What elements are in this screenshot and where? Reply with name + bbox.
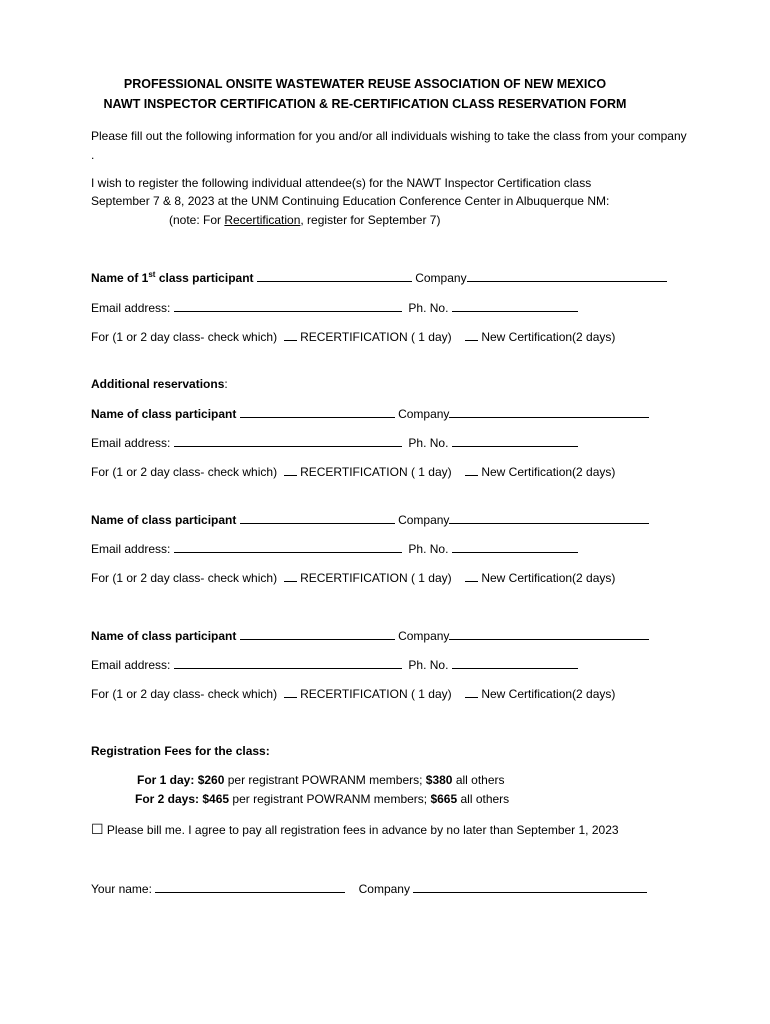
participant-4-name-field[interactable] [240,628,395,640]
intro-register-line-1: I wish to register the following individual attendee(s) for the NAWT Inspector Certification class [91,176,592,190]
participant-2-name-field[interactable] [240,406,395,418]
fees-two-day-row [135,792,509,806]
participant-2-phone-label: Ph. No. [408,436,449,450]
participant-2-email-field[interactable] [174,435,402,447]
participant-4-company-field[interactable] [449,628,649,640]
participant-1-company-label: Company [415,271,467,285]
form-header-org: PROFESSIONAL ONSITE WASTEWATER REUSE ASSOCIATION OF NEW MEXICO [123,77,607,91]
fees-heading: Registration Fees for the class: [91,744,270,758]
participant-4-newcert-option: New Certification(2 days) [481,687,616,701]
participant-1-email-label: Email address: [91,301,171,315]
intro-recert-note [91,213,440,227]
participant-2-name-label: Name of class participant [91,407,237,421]
intro-instructions: Please fill out the following information for you and/or all individuals wishing to take the class from your company . [91,129,687,162]
fees-one-day-member-price: $260 [197,773,225,787]
fees-one-day-other-price: $380 [425,773,453,787]
participant-1-company-field[interactable] [467,270,667,282]
participant-2-recert-option: RECERTIFICATION ( 1 day) [300,465,452,479]
participant-1-phone-label: Ph. No. [408,301,449,315]
fees-two-day-member-price: $465 [202,792,230,806]
participant-4-name-row [91,628,649,643]
your-name-label: Your name: [91,882,152,896]
signature-company-label: Company [358,882,410,896]
participant-3-email-label: Email address: [91,542,171,556]
participant-4-recert-option: RECERTIFICATION ( 1 day) [300,687,452,701]
additional-reservations-heading: Additional reservations: [91,377,228,391]
fees-one-day-label: For 1 day: [137,773,195,787]
participant-1-phone-field[interactable] [452,300,578,312]
participant-3-contact-row [91,541,578,556]
participant-3-recert-option: RECERTIFICATION ( 1 day) [300,571,452,585]
participant-4-class-row [91,686,615,701]
participant-1-newcert-option: New Certification(2 days) [481,330,616,344]
participant-1-name-label: Name of 1st class participant [91,270,254,285]
participant-1-class-label: For (1 or 2 day class- check which) [91,330,278,344]
participant-3-newcert-option: New Certification(2 days) [481,571,616,585]
participant-3-email-field[interactable] [174,541,402,553]
participant-3-newcert-check[interactable] [465,570,478,582]
participant-3-phone-label: Ph. No. [408,542,449,556]
participant-4-name-label: Name of class participant [91,629,237,643]
participant-2-class-row [91,464,615,479]
participant-3-recert-check[interactable] [284,570,297,582]
fees-two-day-other-text: all others [457,792,510,806]
note-recertification: Recertification [224,213,301,227]
fees-two-day-other-price: $665 [430,792,458,806]
fees-one-day-row [137,773,505,787]
intro-register-line-2: September 7 & 8, 2023 at the UNM Continuing Education Conference Center in Albuquerque NM: [91,194,610,208]
signature-row [91,881,647,896]
participant-1-name-field[interactable] [257,270,412,282]
bill-me-row [91,821,619,838]
signature-company-field[interactable] [413,881,647,893]
form-header-title: NAWT INSPECTOR CERTIFICATION & RE-CERTIFICATION CLASS RESERVATION FORM [103,97,627,111]
fees-two-day-label: For 2 days: [135,792,200,806]
participant-4-recert-check[interactable] [284,686,297,698]
participant-4-email-label: Email address: [91,658,171,672]
participant-4-phone-field[interactable] [452,657,578,669]
participant-2-company-label: Company [398,407,450,421]
participant-2-email-label: Email address: [91,436,171,450]
participant-3-company-label: Company [398,513,450,527]
participant-1-name-row [91,270,667,285]
participant-3-name-row [91,512,649,527]
participant-4-email-field[interactable] [174,657,402,669]
participant-4-phone-label: Ph. No. [408,658,449,672]
bill-me-checkbox[interactable]: ☐ [91,821,104,837]
participant-3-phone-field[interactable] [452,541,578,553]
note-suffix: , register for September 7) [300,213,441,227]
participant-4-company-label: Company [398,629,450,643]
participant-4-class-label: For (1 or 2 day class- check which) [91,687,278,701]
fees-one-day-other-text: all others [452,773,505,787]
participant-3-name-label: Name of class participant [91,513,237,527]
participant-3-class-row [91,570,615,585]
participant-4-newcert-check[interactable] [465,686,478,698]
participant-2-recert-check[interactable] [284,464,297,476]
participant-1-recert-option: RECERTIFICATION ( 1 day) [300,330,452,344]
participant-1-contact-row [91,300,578,315]
participant-2-phone-field[interactable] [452,435,578,447]
participant-2-name-row [91,406,649,421]
participant-1-class-row [91,329,615,344]
participant-3-class-label: For (1 or 2 day class- check which) [91,571,278,585]
bill-me-text: Please bill me. I agree to pay all registration fees in advance by no later than September 1, 2023 [103,823,619,837]
fees-two-day-member-text: per registrant POWRANM members; [229,792,431,806]
fees-one-day-member-text: per registrant POWRANM members; [224,773,426,787]
participant-1-newcert-check[interactable] [465,329,478,341]
participant-3-company-field[interactable] [449,512,649,524]
note-prefix: (note: For [169,213,225,227]
participant-4-contact-row [91,657,578,672]
participant-2-newcert-option: New Certification(2 days) [481,465,616,479]
participant-1-email-field[interactable] [174,300,402,312]
participant-2-class-label: For (1 or 2 day class- check which) [91,465,278,479]
your-name-field[interactable] [155,881,345,893]
participant-2-newcert-check[interactable] [465,464,478,476]
participant-1-recert-check[interactable] [284,329,297,341]
participant-3-name-field[interactable] [240,512,395,524]
participant-2-company-field[interactable] [449,406,649,418]
participant-2-contact-row [91,435,578,450]
